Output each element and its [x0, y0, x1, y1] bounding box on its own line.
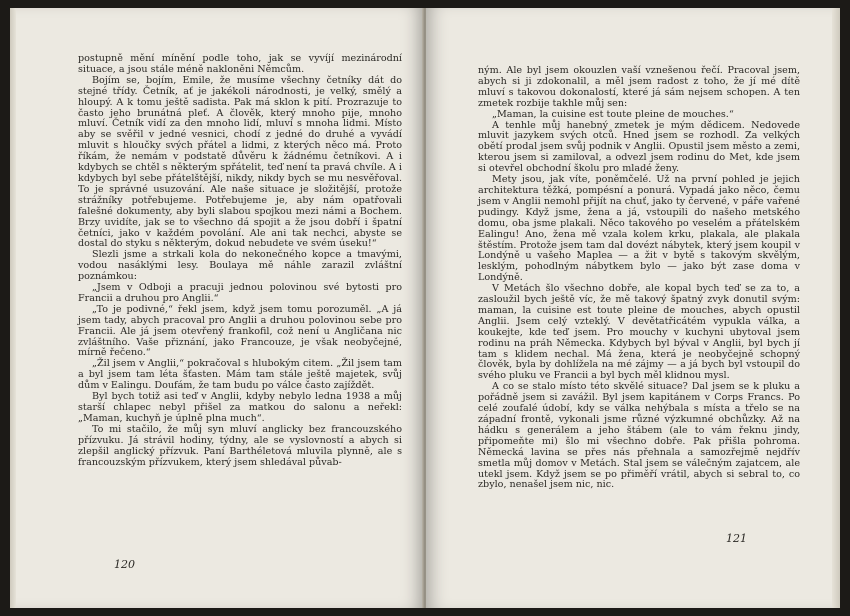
paragraph: V Metách šlo všechno dobře, ale kopal bych teď se za to, a zasloužil bych ještě víc, že mě takový špatný zvyk donutil svým: maman, la cuisine est toute pleine de mouches, abych opustil Anglii. Jsem celý vzteklý. V devětatřicátém vypukla válka, a koukejte, kde teď jsem. Pro mouchy v kuchyni ubytoval jsem rodinu na práh Německa. Kdybych byl býval v Anglii, byl bych jí tam s klidem nechal. Má žena, která je neobyčejně schopný člověk, byla by dohlížela na mé zájmy — a já bych byl vstoupil do svého pluku ve Francii a byl bych měl klidnou mysl.	[478, 283, 800, 382]
paragraph: „To je podivné,“ řekl jsem, když jsem tomu porozuměl. „A já jsem tady, abych pracoval pro Anglii a druhou polovinou sebe pro Francii. Ale já jsem otevřený frankofil, což není u Angličana nic zvláštního. Vaše přiznání, jako Francouze, je však neobyčejné, mírně řečeno.“	[78, 303, 402, 359]
paragraph: ným. Ale byl jsem okouzlen vaší vznešenou řečí. Pracoval jsem, abych si ji zdokonalil, a měl jsem radost z toho, že jí mé dítě mluví s takovou dokonalostí, které já sám nejsem schopen. A ten zmetek rozbije takhle můj sen:	[478, 65, 800, 109]
paragraph: A tenhle můj hanebný zmetek je mým dědicem. Nedovede mluvit jazykem svých otců. Hned jsem se rozhodl. Za velkých obětí prodal jsem svůj podnik v Anglii. Opustil jsem město a zemi, kterou jsem si zamiloval, a odvezl jsem rodinu do Met, kde jsem si otevřel obchodní školu pro mladé ženy.	[478, 119, 800, 175]
page-edge	[832, 8, 840, 608]
left-page-text	[78, 54, 402, 468]
right-page	[426, 8, 840, 608]
paragraph: „Maman, la cuisine est toute pleine de mouches.“	[492, 108, 734, 120]
paragraph: Mety jsou, jak víte, poněmčelé. Už na první pohled je jejich architektura těžká, pompésní a ponurá. Vypadá jako něco, čemu jsem v Anglii nemohl přijít na chuť, jako ty červené, v páře vařené pudingy. Když jsme, žena a já, vstoupili do našeho metského domu, oba jsme plakali. Něco takového po veselém a přátelském Ealingu! Ano, žena mě vzala kolem krku, plakala, ale plakala štěstím. Protože jsem tam dal dovézt nábytek, který jsem koupil v Londýně u vašeho Maplea — a žit v bytě s takovým skvělým, lesklým, pohodlným nábytkem bylo — jako být zase doma v Londýně.	[478, 174, 800, 284]
paragraph: Byl bych totiž asi teď v Anglii, kdyby nebylo ledna 1938 a můj starší chlapec nebyl přišel za matkou do salonu a neřekl: „Maman, kuchyň je úplně plna much“.	[78, 391, 402, 424]
page-edge	[10, 8, 16, 608]
paragraph: To mi stačilo, že můj syn mluví anglicky bez francouzského přízvuku. Já strávil hodiny, týdny, ale se vyslovností a abych si zlepšil anglický přízvuk. Paní Barthéletová mluvila plynně, ale s francouzským přízvukem, který jsem shledával půvab-	[78, 423, 402, 468]
paragraph: „Žil jsem v Anglii,“ pokračoval s hlubokým citem. „Žil jsem tam a byl jsem tam léta šťasten. Mám tam stále ještě majetek, svůj dům v Ealingu. Doufám, že tam budu po válce často zajíždět.	[78, 358, 402, 392]
paragraph: „Jsem v Odboji a pracuji jednou polovinou své bytosti pro Francii a druhou pro Anglii.“	[78, 282, 402, 304]
right-page-text	[478, 66, 800, 491]
paragraph: A co se stalo místo této skvělé situace? Dal jsem se k pluku a pořádně jsem si zavážil. Byl jsem kapitánem v Corps Francs. Po celé zoufalé údobí, kdy se válka nehýbala s místa a třelo se na západní frontě, vykonali jsme různé výzkumné obchůzky. Až na hádku s generálem a jeho štábem (ale to vám řeknu jindy, připomeňte mi) šlo mi všechno dobře. Pak přišla pohroma. Německá lavina se přes nás přehnala a samozřejmě nejdřív smetla můj domov v Metách. Stal jsem se válečným zajatcem, ale utekl jsem. Když jsem se po přiměří vrátil, abych si sebral to, co zbylo, nenašel jsem nic, nic.	[478, 381, 800, 491]
page-number: 120	[114, 558, 135, 571]
page-number: 121	[726, 532, 747, 545]
left-page	[10, 8, 424, 608]
paragraph: postupně mění mínění podle toho, jak se vyvíjí mezinárodní situace, a jsou stále méně nakloněni Němcům.	[78, 53, 402, 75]
paragraph: Slezli jsme a strkali kola do nekonečného kopce a tmavými, vodou nasáklými lesy. Boulaya mě náhle zarazil zvláštní poznámkou:	[78, 249, 402, 283]
paragraph: Bojím se, bojím, Emile, že musíme všechny četníky dát do stejné třídy. Četník, ať je jakékoli národnosti, je velký, smělý a hloupý. A k tomu ještě sadista. Pak má sklon k pití. Prozrazuje to často jeho brunátná pleť. A člověk, který mnoho pije, mnoho mluví. Četník vidí za den mnoho lidí, mluví s mnoha lidmi. Místo aby se svěřil v jedné vesnici, chodí z jedné do druhé a vyvádí mluvit s hloučky svých přátel a lidmi, z kterých něco má. Proto říkám, že nemám v podstatě důvěru k žádnému četníkovi. A i kdybych se chtěl s některým spřátelit, teď není ta pravá chvíle. A i kdybych byl sebe přátelštější, nikdy, nikdy bych se mu nesvěřoval. To je správné usuzování. Ale naše situace je složitější, protože strážníky potřebujeme. Potřebujeme je, aby nám opatřovali falešné dokumenty, aby byli slabou spojkou mezi námi a Bochem. Brzy uvidíte, jak se to všechno dá spojit a že jsou dobří i špatní četníci, jako v každém povolání. Ale ani tak nechci, abyste se dostal do styku s některým, dokud nebudete ve svém úseku!“	[78, 74, 402, 250]
